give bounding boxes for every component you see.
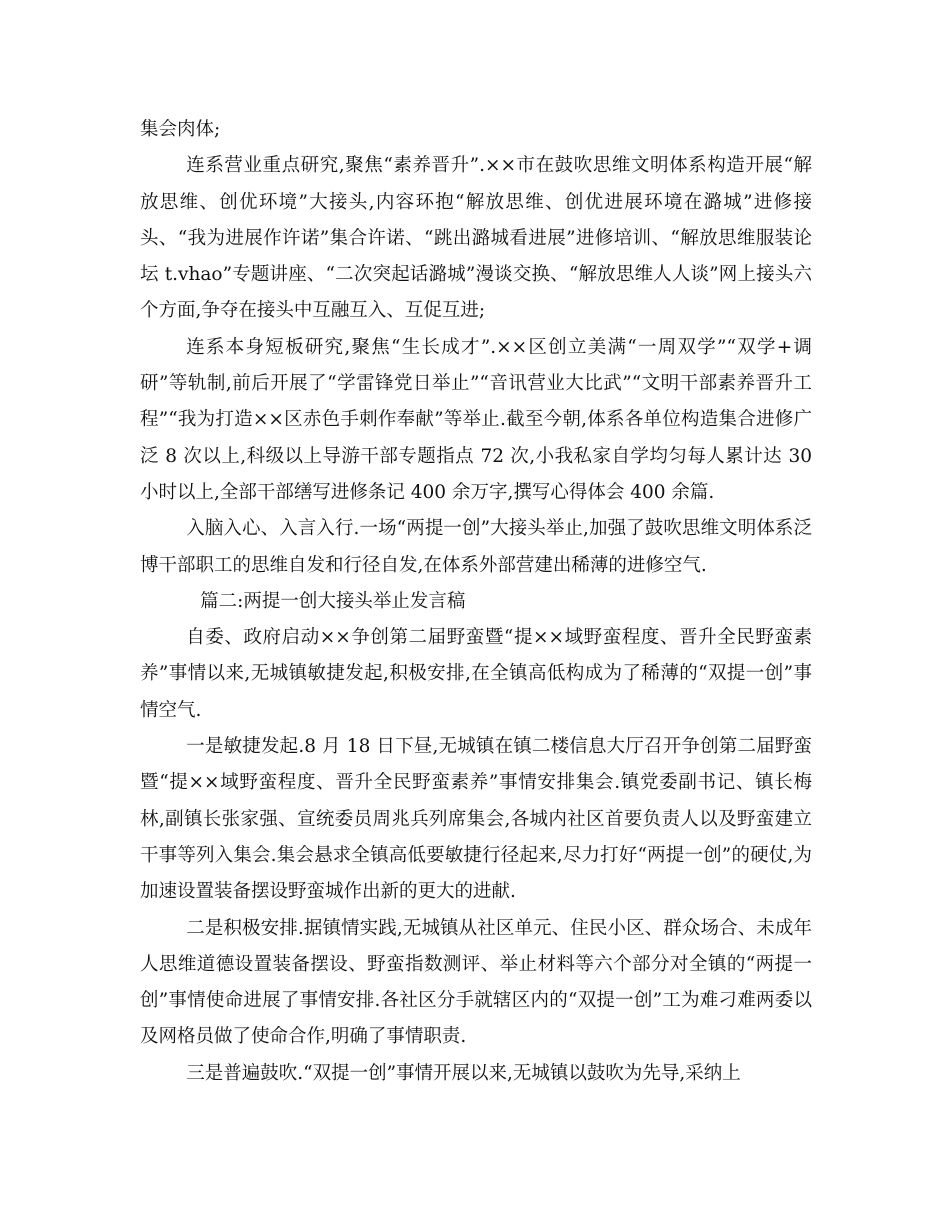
paragraph: 一是敏捷发起.8 月 18 日下昼,无城镇在镇二楼信息大厅召开争创第二届野蛮暨“提××域野蛮程度、晋升全民野蛮素养”事情安排集会.镇党委副书记、镇长梅林,副镇长张家强、宣统委员周兆兵列席集会,各城内社区首要负责人以及野蛮建立干事等列入集会.集会悬求全镇高低要敏捷行径起来,尽力打好“两提一创”的硬仗,为加速设置装备摆设野蛮城作出新的更大的进献. xyxy=(140,736,812,903)
paragraph: 连系本身短板研究,聚焦“生长成才”.××区创立美满“一周双学”“双学+调研”等轨制,前后开展了“学雷锋党日举止”“音讯营业大比武”“文明干部素养晋升工程”“我为打造××区赤色手刺作奉献”等举止.截至今朝,体系各单位构造集合进修广泛 8 次以上,科级以上导游干部专题指点 72 次,小我私家自学均匀每人累计达 30 小时以上,全部干部缮写进修条记 400 余万字,撰写心得体会 400 余篇. xyxy=(140,336,812,503)
section-heading: 篇二:两提一创大接头举止发言稿 xyxy=(200,590,466,612)
paragraph: 二是积极安排.据镇情实践,无城镇从社区单元、住民小区、群众场合、未成年人思维道德设置装备摆设、野蛮指数测评、举止材料等六个部分对全镇的“两提一创”事情使命进展了事情安排.各社区分手就辖区内的“双提一创”工为难刁难两委以及网格员做了使命合作,明确了事情职责. xyxy=(140,917,812,1048)
document-body xyxy=(140,112,812,1092)
paragraph: 三是普遍鼓吹.“双提一创”事情开展以来,无城镇以鼓吹为先导,采纳上 xyxy=(186,1062,741,1084)
paragraph: 入脑入心、入言入行.一场“两提一创”大接头举止,加强了鼓吹思维文明体系泛博干部职工的思维自发和行径自发,在体系外部营建出稀薄的进修空气. xyxy=(140,518,812,576)
paragraph: 连系营业重点研究,聚焦“素养晋升”.××市在鼓吹思维文明体系构造开展“解放思维、创优环境”大接头,内容环抱“解放思维、创优进展环境在潞城”进修接头、“我为进展作许诺”集合许诺、“跳出潞城看进展”进修培训、“解放思维服装论坛 t.vhao”专题讲座、“二次突起话潞城”漫谈交换、“解放思维人人谈”网上接头六个方面,争夺在接头中互融互入、互促互进; xyxy=(140,155,812,322)
paragraph: 集会肉体; xyxy=(140,119,221,140)
paragraph: 自委、政府启动××争创第二届野蛮暨“提××域野蛮程度、晋升全民野蛮素养”事情以来,无城镇敏捷发起,积极安排,在全镇高低构成为了稀薄的“双提一创”事情空气. xyxy=(140,627,812,721)
